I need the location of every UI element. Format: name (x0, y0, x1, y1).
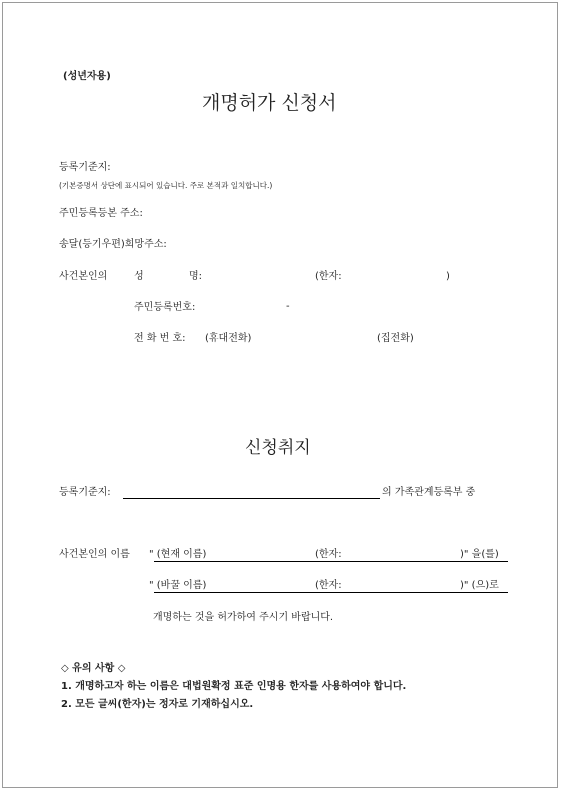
registry-underline (123, 498, 380, 499)
note-item: 2. 모든 글씨(한자)는 정자로 기재하십시오. (61, 699, 254, 710)
current-hanja-label: (한자: (315, 549, 342, 560)
new-name-underline (154, 592, 508, 593)
registry-label: 등록기준지: (59, 162, 111, 173)
note-item: 1. 개명하고자 하는 이름은 대법원확정 표준 인명용 한자를 사용하여야 합니다. (61, 681, 407, 692)
person-label: 사건본인의 (59, 271, 108, 282)
name-label-second: 명: (189, 271, 203, 282)
current-name-underline (154, 561, 508, 562)
registry-suffix: 의 가족관계등록부 중 (382, 487, 476, 498)
current-name-prefix: " (현재 이름) (149, 549, 207, 560)
home-phone-label: (집전화) (377, 333, 414, 344)
document-page (2, 2, 558, 788)
document-title: 개명허가 신청서 (202, 92, 337, 114)
new-name-prefix: " (바꿀 이름) (149, 580, 207, 591)
purpose-registry-label: 등록기준지: (59, 487, 111, 498)
name-label-first: 성 (134, 271, 144, 282)
rrn-dash: - (286, 301, 290, 312)
purpose-title: 신청취지 (245, 438, 311, 458)
address-label: 주민등록등본 주소: (59, 208, 143, 219)
mobile-phone-label: (휴대전화) (205, 333, 252, 344)
registry-note: (기본증명서 상단에 표시되어 있습니다. 주로 본적과 일치합니다.) (59, 181, 273, 190)
hanja-close-label: ) (446, 271, 450, 282)
person-name-label: 사건본인의 이름 (59, 549, 130, 560)
mailing-address-label: 송달(등기우편)희망주소: (59, 239, 167, 250)
new-name-suffix: )" (으)로 (460, 580, 499, 591)
hanja-open-label: (한자: (315, 271, 342, 282)
rrn-label: 주민등록번호: (134, 302, 196, 313)
notes-title: ◇ 유의 사항 ◇ (61, 663, 126, 674)
form-type-tag: (성년자용) (63, 71, 111, 82)
phone-label: 전 화 번 호: (134, 333, 186, 344)
current-name-suffix: )" 을(를) (460, 549, 499, 560)
new-hanja-label: (한자: (315, 580, 342, 591)
request-text: 개명하는 것을 허가하여 주시기 바랍니다. (153, 612, 334, 623)
